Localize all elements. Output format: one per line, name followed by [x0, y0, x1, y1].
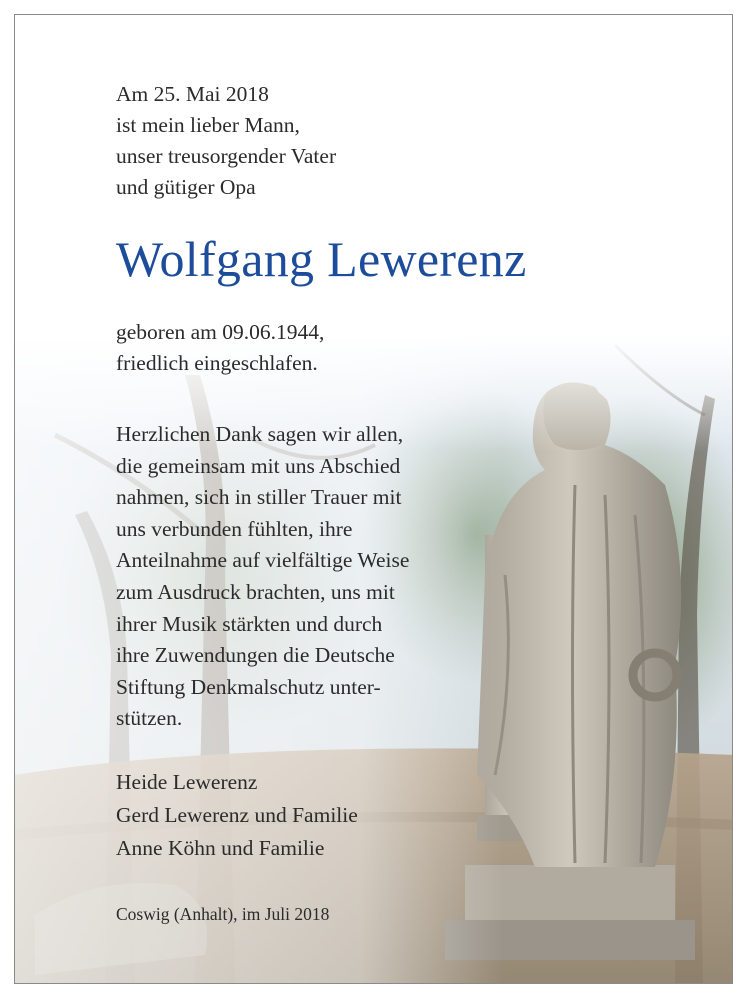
thanks-line: nahmen, sich in stiller Trauer mit [116, 485, 402, 510]
intro-line: unser treusorgender Vater [116, 144, 337, 168]
thanks-line: uns verbunden fühlten, ihre [116, 516, 353, 541]
obituary-frame [14, 14, 733, 984]
birth-line: geboren am 09.06.1944, [116, 320, 325, 344]
intro-line: und gütiger Opa [116, 175, 256, 199]
thanks-line: ihrer Musik stärkten und durch [116, 611, 383, 636]
thanks-line: stützen. [116, 706, 183, 731]
birth-text [116, 317, 324, 379]
intro-text [116, 79, 336, 203]
family-line: Gerd Lewerenz und Familie [116, 803, 358, 827]
family-signatures [116, 766, 358, 865]
intro-line: Am 25. Mai 2018 [116, 82, 269, 106]
thanks-line: die gemeinsam mit uns Abschied [116, 453, 401, 478]
birth-line: friedlich eingeschlafen. [116, 351, 318, 375]
thanks-line: Stiftung Denkmalschutz unter- [116, 674, 381, 699]
thanks-text [116, 419, 409, 735]
thanks-line: Anteilnahme auf vielfältige Weise [116, 548, 410, 573]
thanks-line: zum Ausdruck brachten, uns mit [116, 579, 395, 604]
thanks-line: ihre Zuwendungen die Deutsche [116, 643, 395, 668]
deceased-name: Wolfgang Lewerenz [116, 231, 527, 287]
intro-line: ist mein lieber Mann, [116, 113, 300, 137]
thanks-line: Herzlichen Dank sagen wir allen, [116, 422, 404, 446]
family-line: Anne Köhn und Familie [116, 836, 325, 860]
place-date: Coswig (Anhalt), im Juli 2018 [116, 904, 330, 924]
family-line: Heide Lewerenz [116, 770, 258, 794]
